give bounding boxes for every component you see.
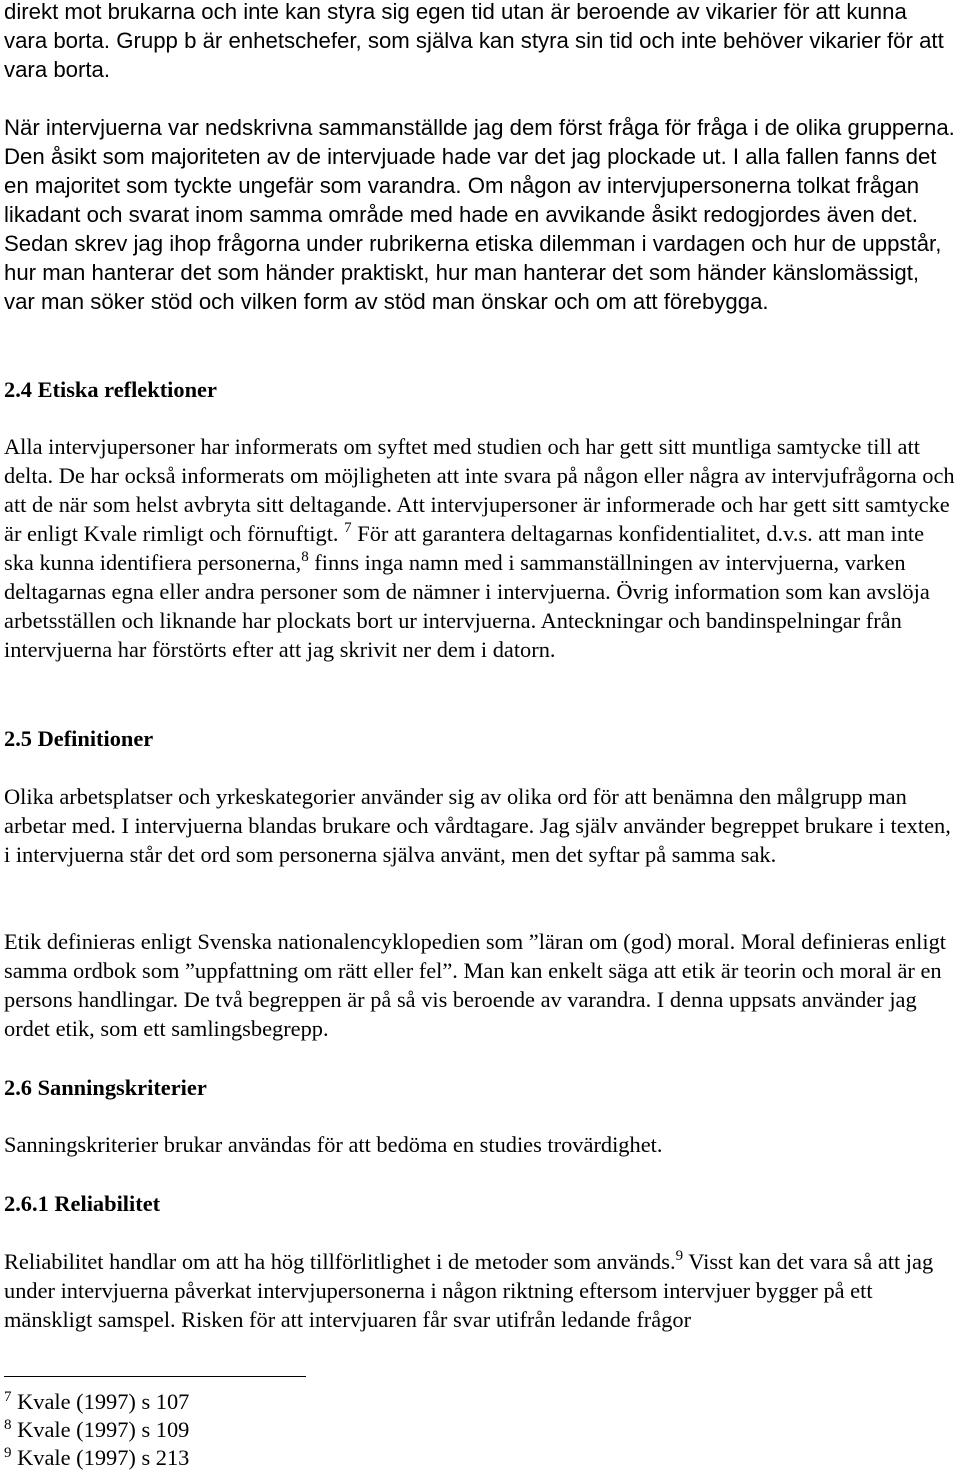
footnote-number: 8 [4, 1417, 12, 1433]
heading-2-6-1: 2.6.1 Reliabilitet [4, 1191, 161, 1216]
method-sentence-5: Sedan skrev jag ihop frågorna under rubrikerna etiska dilemman i vardagen och hur de uppstår, hur man hanterar det som händer praktiskt, hur man hanterar det som händer känslomässigt, var man söker stöd och vilken form av stöd man önskar och om att förebygga. [4, 231, 942, 314]
footnote-ref-7: 7 [344, 520, 352, 536]
truth-criteria-paragraph: Sanningskriterier brukar användas för att bedöma en studies trovärdighet. [4, 1132, 663, 1157]
method-sentence-2: Den åsikt som majoriteten av de intervjuade hade var det jag plockade ut. [4, 144, 727, 169]
method-sentence-1: När intervjuerna var nedskrivna sammanställde jag dem först fråga för fråga i de olika grupperna. [4, 115, 955, 140]
intro-paragraph [4, 0, 956, 84]
ethics-text-1: Alla intervjupersoner har informerats om syftet med studien och har gett sitt muntliga samtycke till att delta. De har också informerats om möjligheten att inte svara på någon eller några av intervjufrågorna och att de när som helst avbryta sitt deltagande. Att intervjupersoner är informerade och har gett sitt samtycke är enligt Kvale rimligt och förnuftigt. [4, 434, 955, 546]
footnote-ref-8: 8 [301, 549, 309, 565]
method-sentence-4: Om någon av intervjupersonerna tolkat frågan likadant och svarat inom samma område med hade en avvikande åsikt redogjordes även det. [4, 173, 920, 227]
reliability-text-1: Reliabilitet handlar om att ha hög tillförlitlighet i de metoder som används. [4, 1249, 676, 1274]
footnote-text: Kvale (1997) s 109 [17, 1417, 190, 1442]
intro-sentence-1: direkt mot brukarna och inte kan styra sig egen tid utan är beroende av vikarier för att kunna vara borta. [4, 0, 907, 53]
ethics-paragraph [4, 432, 956, 664]
reliability-text-2: Visst kan det vara så att jag under intervjuerna påverkat intervjupersonerna i någon riktning eftersom intervjuer bygger på ett mänskligt samspel. Risken för att intervjuaren får svar utifrån ledande frågor [4, 1249, 934, 1332]
footnote-8 [4, 1416, 189, 1444]
footnote-7 [4, 1388, 189, 1416]
method-sentence-3: I alla fallen fanns det en majoritet som tyckte ungefär som varandra. [4, 144, 937, 198]
footnote-separator [4, 1376, 306, 1377]
ethics-text-2: För att garantera deltagarnas konfidentialitet, d.v.s. att man inte ska kunna identifiera personerna, [4, 521, 925, 575]
heading-2-6: 2.6 Sanningskriterier [4, 1075, 207, 1100]
heading-2-4: 2.4 Etiska reflektioner [4, 377, 217, 402]
footnote-ref-9: 9 [675, 1248, 684, 1264]
footnote-number: 7 [4, 1389, 12, 1405]
intro-sentence-2: Grupp b är enhetschefer, som själva kan styra sin tid och inte behöver vikarier för att vara borta. [4, 28, 944, 82]
method-paragraph [4, 113, 956, 316]
definitions-paragraph-1: Olika arbetsplatser och yrkeskategorier använder sig av olika ord för att benämna den målgrupp man arbetar med. I intervjuerna blandas brukare och vårdtagare. Jag själv använder begreppet brukare i texten, i intervjuerna står det ord som personerna själva använt, men det syftar på samma sak. [4, 784, 951, 867]
heading-2-5: 2.5 Definitioner [4, 726, 154, 751]
footnote-text: Kvale (1997) s 107 [17, 1389, 190, 1414]
definitions-paragraph-2: Etik definieras enligt Svenska nationalencyklopedien som ”läran om (god) moral. Moral definieras enligt samma ordbok som ”uppfattning om rätt eller fel”. Man kan enkelt säga att etik är teorin och moral är en persons handlingar. De två begreppen är på så vis beroende av varandra. I denna uppsats använder jag ordet etik, som ett samlingsbegrepp. [4, 929, 946, 1041]
footnote-number: 9 [4, 1445, 12, 1461]
footnote-text: Kvale (1997) s 213 [17, 1445, 190, 1470]
ethics-text-3: finns inga namn med i sammanställningen av intervjuerna, varken deltagarnas egna eller andra personer som de nämner i intervjuerna. Övrig information som kan avslöja arbetsställen och liknande har plockats bort ur intervjuerna. Anteckningar och bandinspelningar från intervjuerna har förstörts efter att jag skrivit ner dem i datorn. [4, 550, 930, 662]
footnotes [4, 1388, 189, 1472]
reliability-paragraph [4, 1247, 956, 1334]
footnote-9 [4, 1444, 189, 1472]
